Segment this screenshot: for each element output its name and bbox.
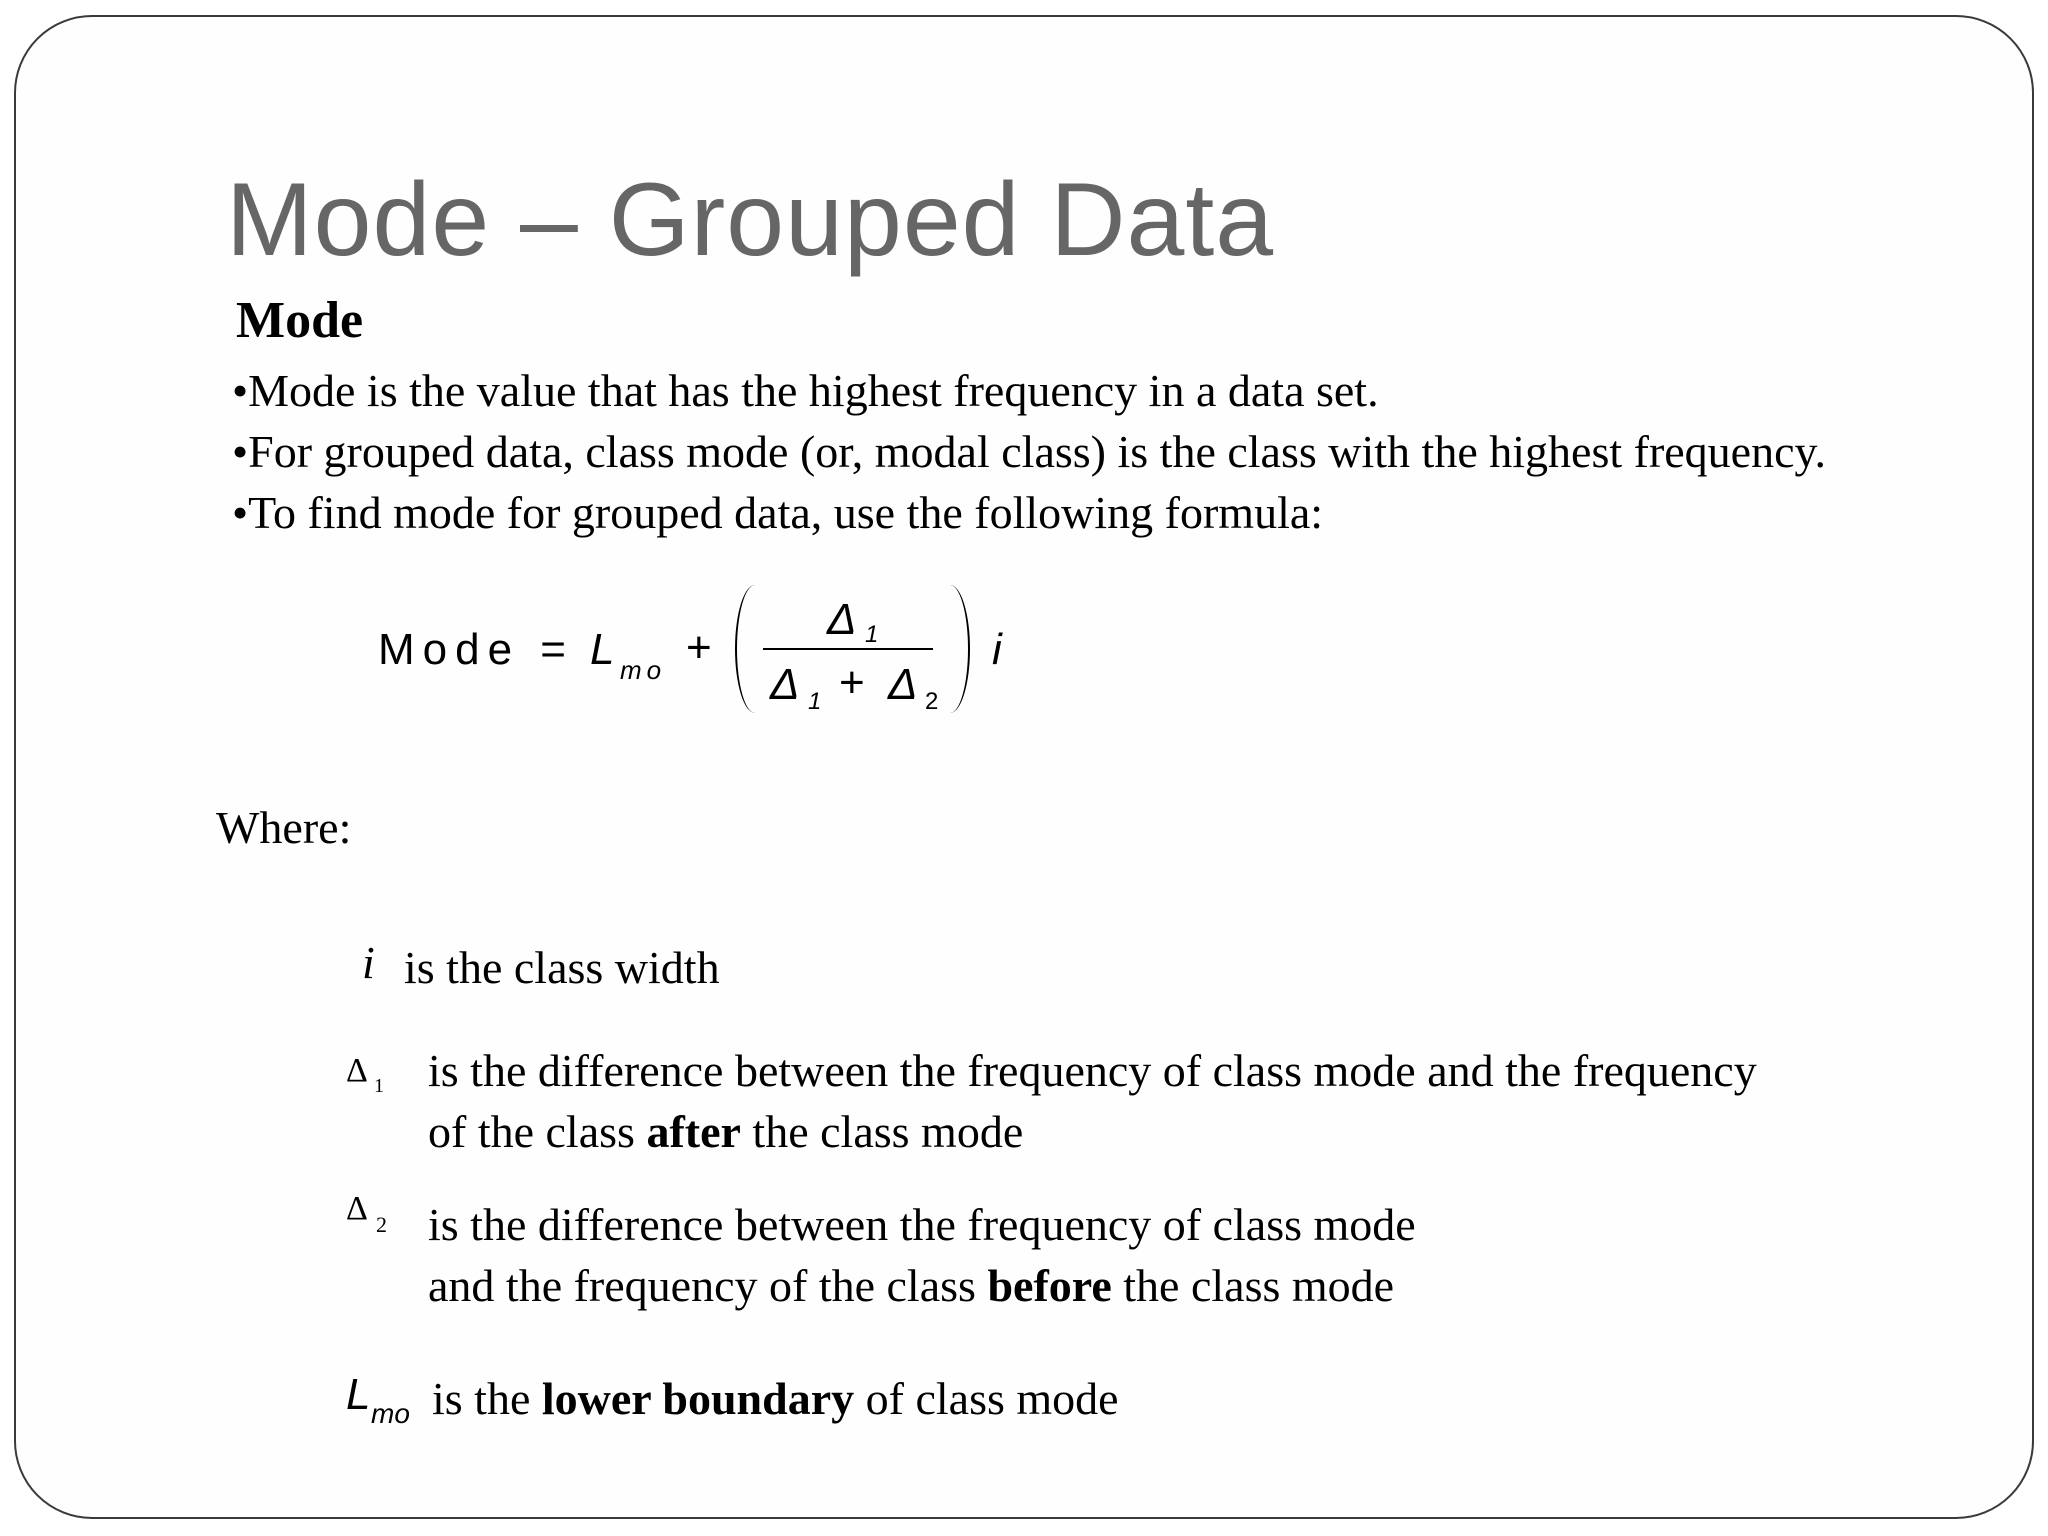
- def-i-symbol: i: [362, 937, 375, 988]
- bullet-list: [232, 360, 1826, 543]
- def-delta2-line2: and the frequency of the class before the class mode: [428, 1260, 1395, 1311]
- def-delta2-subscript: 2: [376, 1212, 387, 1237]
- def-delta1-line2: of the class after the class mode: [428, 1106, 1024, 1157]
- bullet-item: •For grouped data, class mode (or, modal class) is the class with the highest frequency.: [232, 426, 1827, 477]
- formula-right-paren: [946, 585, 970, 713]
- def-delta2-emphasis: before: [987, 1260, 1112, 1311]
- formula-plus: +: [686, 623, 712, 672]
- bullet-item: •To find mode for grouped data, use the following formula:: [232, 487, 1324, 538]
- def-delta2-line1: is the difference between the frequency of class mode: [428, 1199, 1416, 1250]
- slide-title: Mode – Grouped Data: [226, 162, 1275, 278]
- formula-lower-boundary-subscript: mo: [620, 655, 667, 685]
- def-delta1-subscript: 1: [374, 1075, 384, 1097]
- def-delta2-symbol: Δ: [346, 1190, 368, 1227]
- formula-numerator: Δ: [827, 595, 857, 644]
- def-lmo-symbol: L: [346, 1370, 371, 1419]
- where-label: Where:: [216, 802, 352, 853]
- formula-class-width: i: [992, 625, 1002, 674]
- bullet-item: •Mode is the value that has the highest frequency in a data set.: [232, 365, 1379, 416]
- def-lmo-subscript: mo: [371, 1398, 410, 1429]
- def-lmo-text: is the lower boundary of class mode: [432, 1373, 1119, 1424]
- formula-denominator-delta1: Δ: [770, 660, 800, 709]
- def-delta1-line1: is the difference between the frequency of class mode and the frequency: [428, 1045, 1757, 1096]
- formula-denominator-subscript2: 2: [925, 688, 939, 715]
- def-lmo-emphasis: lower boundary: [541, 1373, 855, 1424]
- section-heading: Mode: [236, 292, 364, 349]
- formula-fraction-bar: [763, 648, 933, 650]
- formula-lhs: Mode =: [378, 625, 574, 674]
- formula-left-paren: [735, 585, 759, 713]
- def-delta1-emphasis: after: [646, 1106, 741, 1157]
- formula-numerator-subscript: 1: [865, 621, 879, 648]
- formula-denominator-subscript1: 1: [808, 688, 822, 715]
- mode-formula: [378, 585, 1018, 730]
- def-delta1-symbol: Δ: [346, 1052, 368, 1089]
- formula-denominator-delta2: Δ: [888, 660, 918, 709]
- formula-lower-boundary: L: [590, 625, 615, 674]
- formula-denominator-plus: +: [839, 658, 865, 707]
- def-i-text: is the class width: [404, 942, 720, 993]
